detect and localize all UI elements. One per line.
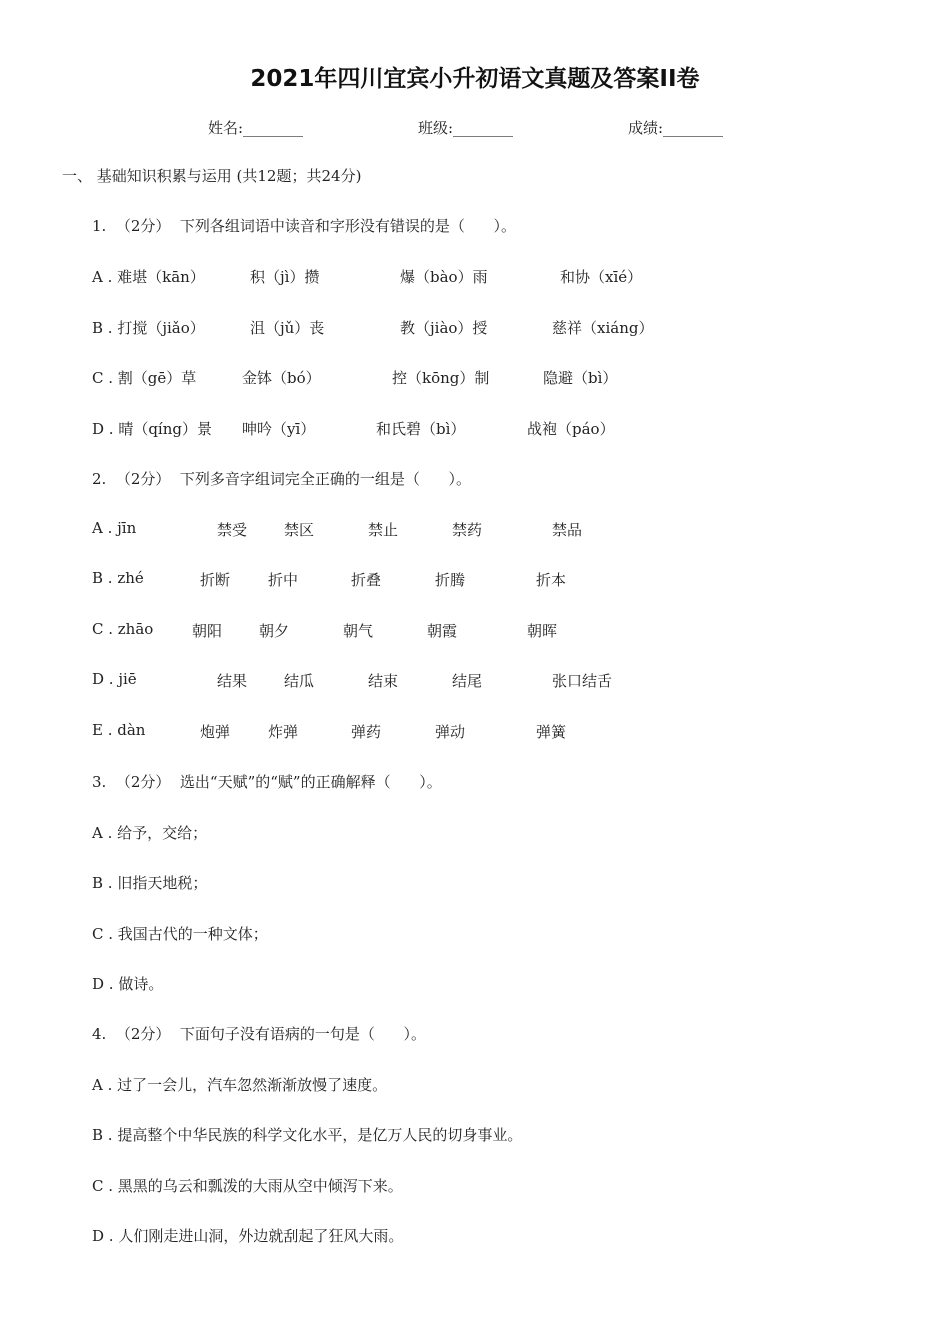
q2-option-c-word: 朝晖 xyxy=(527,622,558,640)
q4-option-d: D . 人们刚走进山洞，外边就刮起了狂风大雨。 xyxy=(92,1227,404,1245)
q2-option-e-word: 弹药 xyxy=(351,723,382,741)
q2-option-d-label: D . jiē xyxy=(92,670,137,688)
q1-option-a-4: 和协（xīé） xyxy=(560,268,643,286)
q2-option-a-word: 禁品 xyxy=(552,521,583,539)
q2-option-a-word: 禁区 xyxy=(284,521,315,539)
q2-option-a-word: 禁受 xyxy=(217,521,248,539)
question-4-stem: 4. （2分） 下面句子没有语病的一句是（ ）。 xyxy=(92,1025,427,1043)
q4-option-c: C . 黑黑的乌云和瓢泼的大雨从空中倾泻下来。 xyxy=(92,1177,403,1195)
class-field: 班级:________ xyxy=(418,119,514,137)
q2-option-c-word: 朝阳 xyxy=(192,622,223,640)
q1-option-b-2: 沮（jǔ）丧 xyxy=(250,319,325,337)
q1-option-d-1: D . 晴（qíng）景 xyxy=(92,420,212,438)
q1-option-a-2: 积（jì）攒 xyxy=(250,268,320,286)
q2-option-e-word: 弹动 xyxy=(435,723,466,741)
q2-option-d-word: 结束 xyxy=(368,672,399,690)
q1-option-b-4: 慈祥（xiáng） xyxy=(552,319,654,337)
q3-option-a: A . 给予，交给； xyxy=(92,824,208,842)
q2-option-b-word: 折断 xyxy=(200,571,231,589)
score-field: 成绩:________ xyxy=(628,119,724,137)
q2-option-a-word: 禁止 xyxy=(368,521,399,539)
q1-option-d-2: 呻吟（yī） xyxy=(242,420,316,438)
q1-option-a-3: 爆（bào）雨 xyxy=(400,268,488,286)
q2-option-a-word: 禁药 xyxy=(452,521,483,539)
q1-option-c-1: C . 割（gē）草 xyxy=(92,369,197,387)
q2-option-a-label: A . jīn xyxy=(92,519,137,537)
q2-option-b-word: 折中 xyxy=(268,571,299,589)
q1-option-c-4: 隐避（bì） xyxy=(543,369,618,387)
q2-option-d-word: 结尾 xyxy=(452,672,483,690)
q2-option-d-word: 结果 xyxy=(217,672,248,690)
q2-option-b-word: 折腾 xyxy=(435,571,466,589)
question-1-stem: 1. （2分） 下列各组词语中读音和字形没有错误的是（ ）。 xyxy=(92,217,517,235)
q1-option-c-2: 金钵（bó） xyxy=(242,369,321,387)
q1-option-d-4: 战袍（páo） xyxy=(527,420,615,438)
q1-option-b-3: 教（jiào）授 xyxy=(400,319,488,337)
q3-option-c: C . 我国古代的一种文体； xyxy=(92,925,268,943)
q4-option-a: A . 过了一会儿，汽车忽然渐渐放慢了速度。 xyxy=(92,1076,388,1094)
question-2-stem: 2. （2分） 下列多音字组词完全正确的一组是（ ）。 xyxy=(92,470,472,488)
q2-option-b-word: 折本 xyxy=(536,571,567,589)
section-heading: 一、 基础知识积累与运用 (共12题；共24分) xyxy=(62,167,362,185)
question-3-stem: 3. （2分） 选出“天赋”的“赋”的正确解释（ ）。 xyxy=(92,773,442,791)
q3-option-d: D . 做诗。 xyxy=(92,975,164,993)
q1-option-c-3: 控（kōng）制 xyxy=(392,369,490,387)
q2-option-b-label: B . zhé xyxy=(92,569,144,587)
q2-option-d-word: 张口结舌 xyxy=(552,672,613,690)
q2-option-e-label: E . dàn xyxy=(92,721,146,739)
q1-option-a-1: A . 难堪（kān） xyxy=(92,268,205,286)
q2-option-c-word: 朝夕 xyxy=(259,622,290,640)
page-title: 2021年四川宜宾小升初语文真题及答案II卷 xyxy=(250,66,700,92)
name-field: 姓名:________ xyxy=(208,119,304,137)
q2-option-c-label: C . zhāo xyxy=(92,620,154,638)
q2-option-d-word: 结瓜 xyxy=(284,672,315,690)
q2-option-e-word: 弹簧 xyxy=(536,723,567,741)
q3-option-b: B . 旧指天地税； xyxy=(92,874,208,892)
q1-option-b-1: B . 打搅（jiǎo） xyxy=(92,319,205,337)
q2-option-e-word: 炮弹 xyxy=(200,723,231,741)
q4-option-b: B . 提高整个中华民族的科学文化水平，是亿万人民的切身事业。 xyxy=(92,1126,523,1144)
q2-option-c-word: 朝霞 xyxy=(427,622,458,640)
q2-option-b-word: 折叠 xyxy=(351,571,382,589)
q2-option-e-word: 炸弹 xyxy=(268,723,299,741)
q2-option-c-word: 朝气 xyxy=(343,622,374,640)
q1-option-d-3: 和氏碧（bì） xyxy=(376,420,466,438)
